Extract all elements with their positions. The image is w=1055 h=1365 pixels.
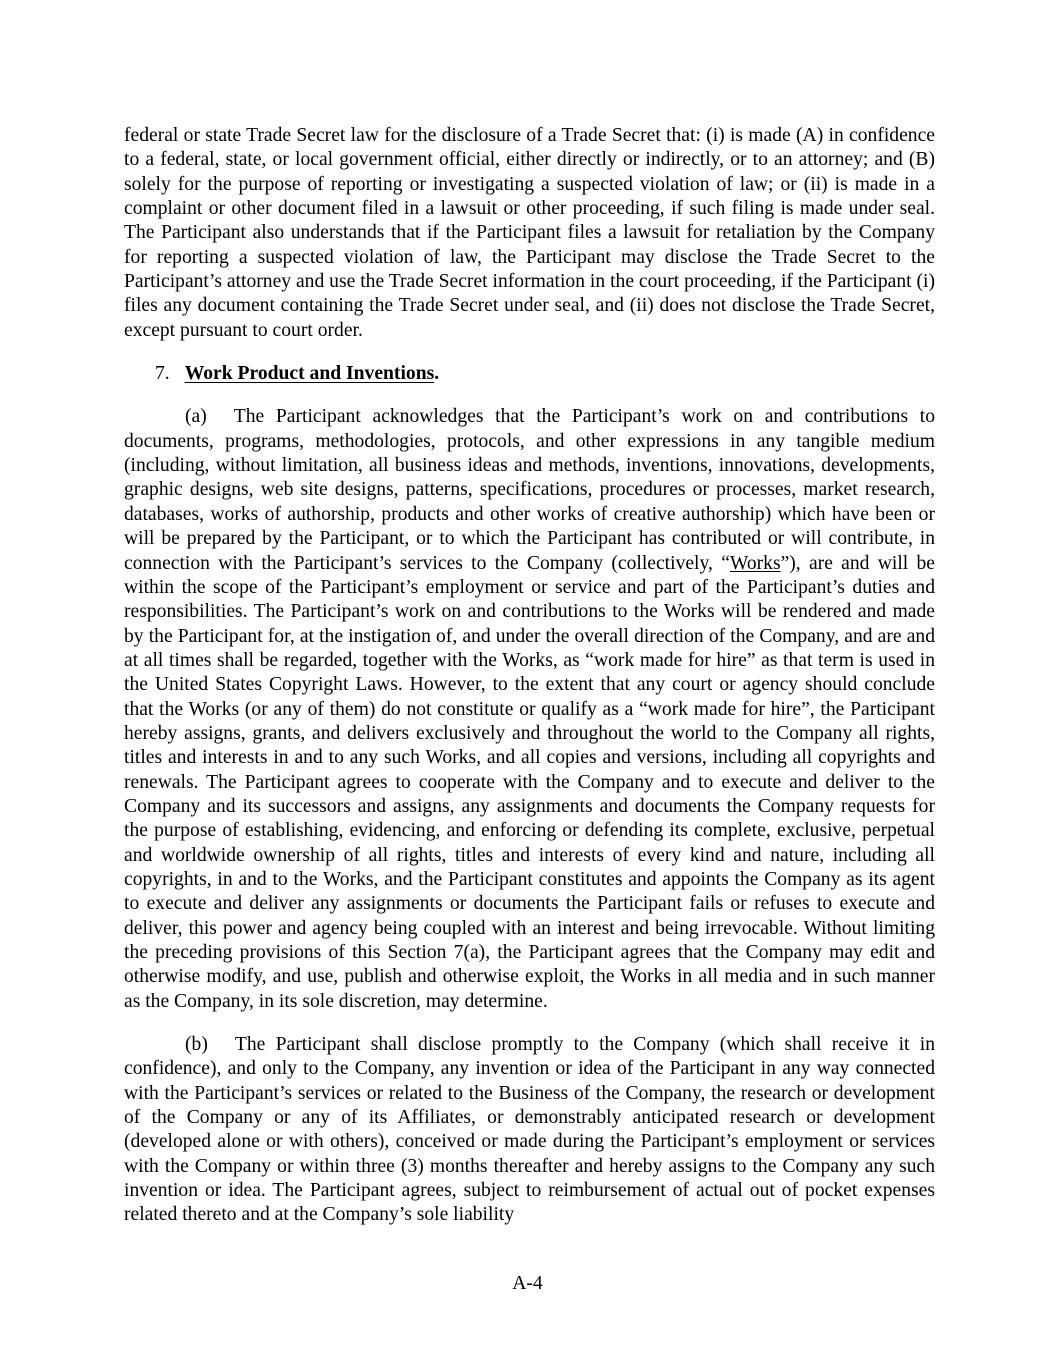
paragraph-7b-label: (b)	[185, 1034, 208, 1056]
section-title: Work Product and Inventions	[184, 363, 435, 385]
page-number: A-4	[512, 1273, 543, 1294]
paragraph-7a-label: (a)	[185, 406, 207, 428]
paragraph-7a-text-before-term: The Participant acknowledges that the Participant’s work on and contributions to documents, programs, methodologies, protocols, and other expressions in any tangible medium (including, without limitation, all business ideas and methods, inventions, innovations, developments, graphic designs, web site designs, patterns, specifications, procedures or processes, market research, databases, works of authorship, products and other works of creative authorship) which have been or will be prepared by the Participant, or to which the Participant has contributed or will contribute, in connection with the Participant’s services to the Company (collectively, “	[124, 406, 935, 574]
defined-term-works: Works	[729, 552, 781, 574]
section-number: 7.	[155, 363, 170, 385]
document-body	[124, 124, 935, 1247]
section-7-heading	[124, 362, 935, 386]
paragraph-7b-text: The Participant shall disclose promptly to the Company (which shall receive it in confidence), and only to the Company, any invention or idea of the Participant in any way connected with the Participant’s services or related to the Business of the Company, the research or development of the Company or any of its Affiliates, or demonstrably anticipated research or development (developed alone or with others), conceived or made during the Participant’s employment or services with the Company or within three (3) months thereafter and hereby assigns to the Company any such invention or idea. The Participant agrees, subject to reimbursement of actual out of pocket expenses related thereto and at the Company’s sole liability	[124, 1034, 935, 1226]
paragraph-7b	[124, 1033, 935, 1228]
paragraph-trade-secret-continuation: federal or state Trade Secret law for the disclosure of a Trade Secret that: (i) is made (A) in confidence to a federal, state, or local government official, either directly or indirectly, or to an attorney; and (B) solely for the purpose of reporting or investigating a suspected violation of law; or (ii) is made in a complaint or other document filed in a lawsuit or other proceeding, if such filing is made under seal. The Participant also understands that if the Participant files a lawsuit for retaliation by the Company for reporting a suspected violation of law, the Participant may disclose the Trade Secret to the Participant’s attorney and use the Trade Secret information in the court proceeding, if the Participant (i) files any document containing the Trade Secret under seal, and (ii) does not disclose the Trade Secret, except pursuant to court order.	[124, 125, 935, 341]
paragraph-7a-text-after-term: ”), are and will be within the scope of the Participant’s employment or service and part of the Participant’s duties and responsibilities. The Participant’s work on and contributions to the Works will be rendered and made by the Participant for, at the instigation of, and under the overall direction of the Company, and are and at all times shall be regarded, together with the Works, as “work made for hire” as that term is used in the United States Copyright Laws. However, to the extent that any court or agency should conclude that the Works (or any of them) do not constitute or qualify as a “work made for hire”, the Participant hereby assigns, grants, and delivers exclusively and throughout the world to the Company all rights, titles and interests in and to any such Works, and all copies and versions, including all copyrights and renewals. The Participant agrees to cooperate with the Company and to execute and deliver to the Company and its successors and assigns, any assignments and documents the Company requests for the purpose of establishing, evidencing, and enforcing or defending its complete, exclusive, perpetual and worldwide ownership of all rights, titles and interests of every kind and nature, including all copyrights, in and to the Works, and the Participant constitutes and appoints the Company as its agent to execute and deliver any assignments or documents the Participant fails or refuses to execute and deliver, this power and agency being coupled with an interest and being irrevocable. Without limiting the preceding provisions of this Section 7(a), the Participant agrees that the Company may edit and otherwise modify, and use, publish and otherwise exploit, the Works in all media and in such manner as the Company, in its sole discretion, may determine.	[124, 552, 935, 1012]
paragraph-7a	[124, 405, 935, 1014]
section-title-period: .	[434, 363, 440, 385]
